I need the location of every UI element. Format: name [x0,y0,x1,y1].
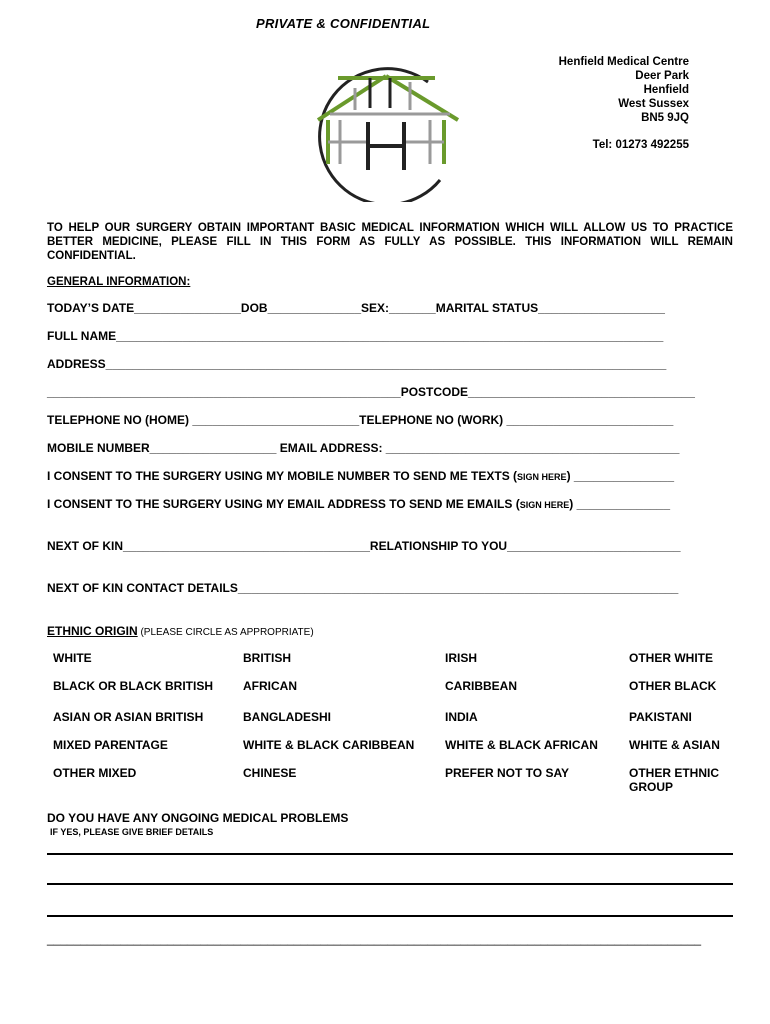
ethnic-option[interactable]: CHINESE [243,766,297,780]
ethnic-option[interactable]: OTHER MIXED [53,766,137,780]
ethnic-option[interactable]: AFRICAN [243,679,297,693]
ethnic-option[interactable]: PREFER NOT TO SAY [445,766,570,780]
ethnic-option[interactable]: OTHER WHITE [629,651,713,665]
ethnic-option[interactable]: BLACK OR BLACK BRITISH [53,679,213,693]
ethnic-option[interactable]: BRITISH [243,651,291,665]
section-heading-ethnic [47,624,314,638]
field-address[interactable]: ADDRESS____________________________________________________________________________________ [47,357,667,371]
field-date-dob-sex-marital[interactable]: TODAY’S DATE________________DOB______________SEX:_______MARITAL STATUS___________________ [47,301,665,315]
field-next-of-kin[interactable]: NEXT OF KIN_____________________________________RELATIONSHIP TO YOU__________________________ [47,539,681,553]
ethnic-option[interactable]: MIXED PARENTAGE [53,738,168,752]
sign-here-label: SIGN HERE [519,500,570,510]
ethnic-option[interactable]: WHITE [53,651,92,665]
signature-line[interactable]: ) _______________ [566,469,674,483]
address-line: Henfield Medical Centre [558,56,689,68]
telephone: Tel: 01273 492255 [592,139,689,151]
ethnic-option[interactable]: WHITE & BLACK CARIBBEAN [243,738,415,752]
ethnic-option[interactable]: OTHER BLACK [629,679,717,693]
field-mobile-email[interactable]: MOBILE NUMBER___________________ EMAIL ADDRESS: ____________________________________________ [47,441,680,455]
ethnic-option[interactable]: WHITE & ASIAN [629,738,720,752]
ethnic-option[interactable]: BANGLADESHI [243,710,332,724]
ethnic-option[interactable]: WHITE & BLACK AFRICAN [445,738,598,752]
consent-emails-label: I CONSENT TO THE SURGERY USING MY EMAIL ADDRESS TO SEND ME EMAILS ( [47,497,520,511]
ethnic-origin-label: ETHNIC ORIGIN [47,624,138,638]
consent-texts-label: I CONSENT TO THE SURGERY USING MY MOBILE NUMBER TO SEND ME TEXTS ( [47,469,518,483]
field-address-postcode[interactable]: _____________________________________________________POSTCODE__________________________________ [47,385,695,399]
address-line: West Sussex [618,98,689,110]
ethnic-option[interactable]: PAKISTANI [629,710,692,724]
section-heading-general: GENERAL INFORMATION: [47,276,191,288]
ethnic-option[interactable]: ASIAN OR ASIAN BRITISH [53,710,204,724]
medical-subnote: IF YES, PLEASE GIVE BRIEF DETAILS [50,827,214,837]
signature-line[interactable]: ) ______________ [569,497,671,511]
answer-line[interactable] [47,853,733,855]
consent-texts[interactable] [47,469,674,483]
ethnic-option[interactable]: INDIA [445,710,478,724]
answer-line[interactable] [47,915,733,917]
answer-line-underscore[interactable]: __________________________________________________________________________________________________ [47,932,702,946]
address-line: Henfield [643,84,689,96]
address-line: BN5 9JQ [641,112,689,124]
ethnic-option[interactable]: OTHER ETHNIC GROUP [629,766,719,794]
ethnic-note: (PLEASE CIRCLE AS APPROPRIATE) [137,627,314,638]
answer-line[interactable] [47,883,733,885]
field-telephone[interactable]: TELEPHONE NO (HOME) _________________________TELEPHONE NO (WORK) _________________________ [47,413,674,427]
address-line: Deer Park [635,70,689,82]
page-title: PRIVATE & CONFIDENTIAL [256,16,431,31]
ethnic-option[interactable]: CARIBBEAN [445,679,517,693]
ethnic-option[interactable]: IRISH [445,651,478,665]
house-h-logo-icon [300,52,460,202]
medical-question: DO YOU HAVE ANY ONGOING MEDICAL PROBLEMS [47,811,349,825]
field-next-of-kin-contact[interactable]: NEXT OF KIN CONTACT DETAILS__________________________________________________________________ [47,581,679,595]
practice-address [559,55,689,152]
intro-paragraph: TO HELP OUR SURGERY OBTAIN IMPORTANT BASIC MEDICAL INFORMATION WHICH WILL ALLOW US TO PRACTICE BETTER MEDICINE, PLEASE FILL IN THIS FORM AS FULLY AS POSSIBLE. THIS INFORMATION WILL REMAIN CONFIDENTIAL. [47,222,733,262]
sign-here-label: SIGN HERE [517,472,567,482]
field-full-name[interactable]: FULL NAME__________________________________________________________________________________ [47,329,664,343]
consent-emails[interactable] [47,497,670,511]
